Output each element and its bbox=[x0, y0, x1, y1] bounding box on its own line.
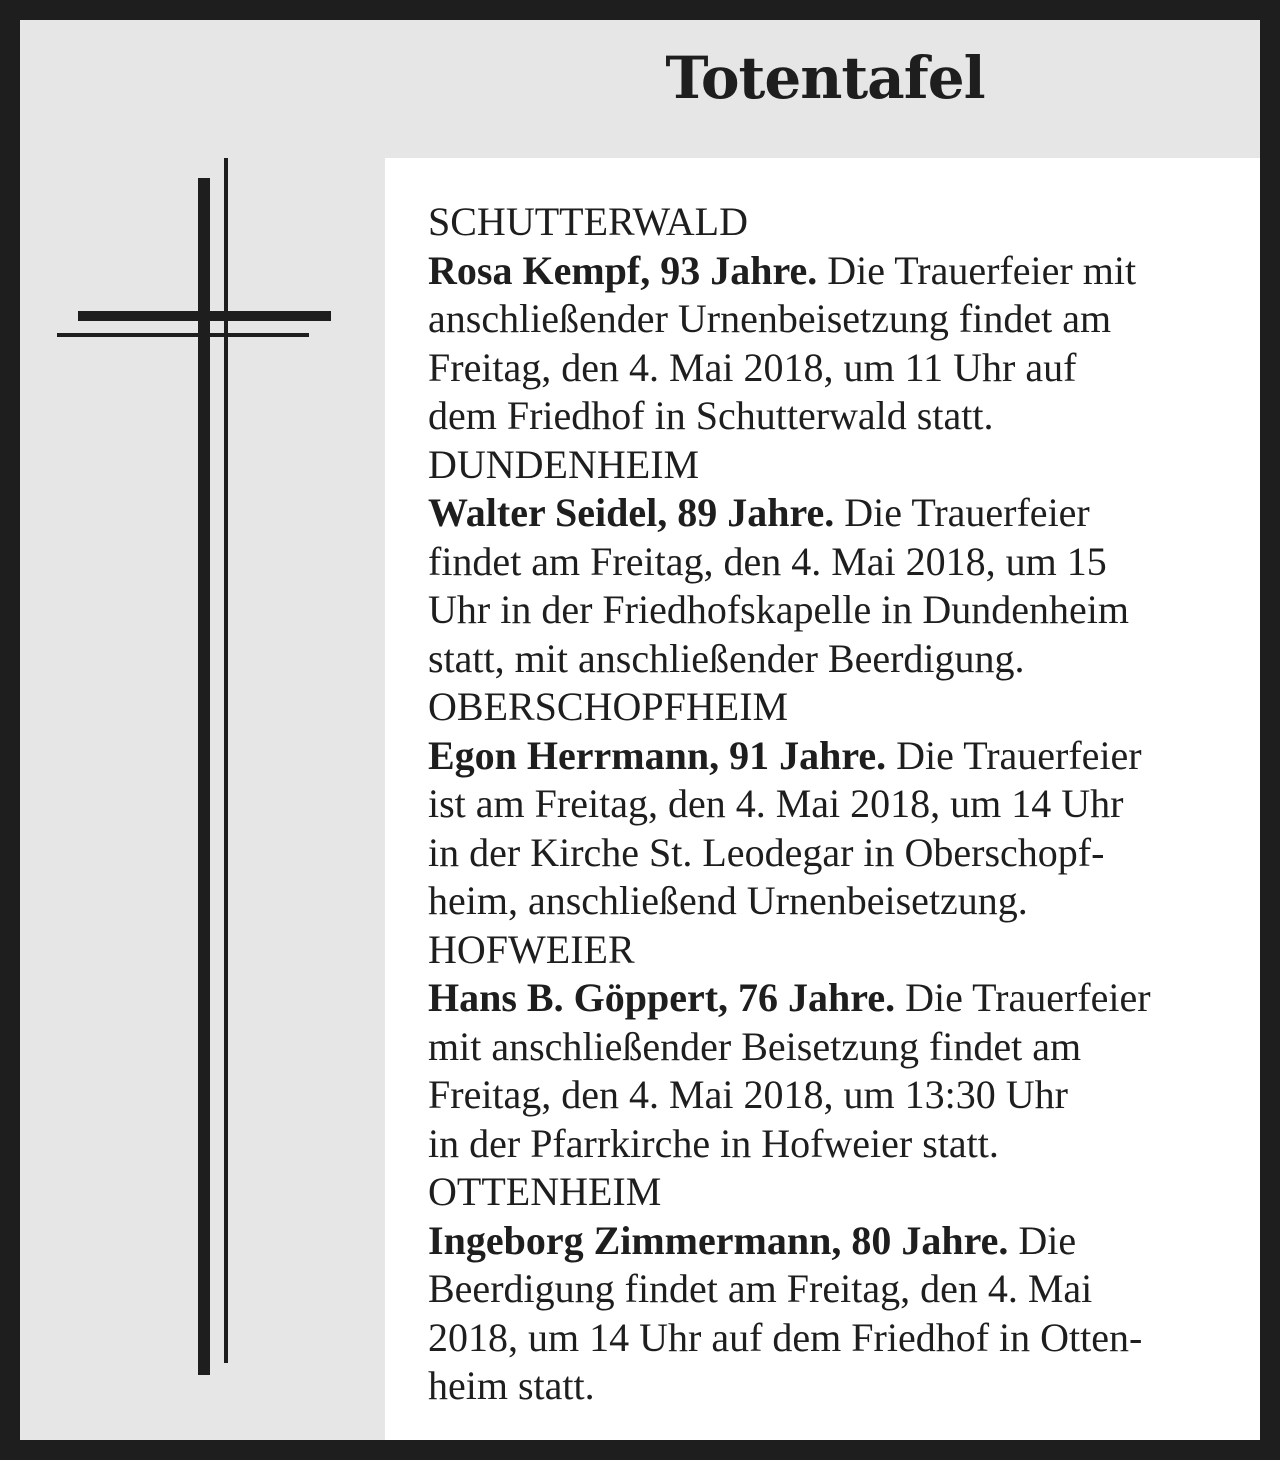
notice-first-line bbox=[428, 732, 1238, 781]
notice-place: OTTENHEIM bbox=[428, 1169, 662, 1214]
notice-text: Die Trauerfeier bbox=[886, 732, 1142, 778]
notice-text: mit anschließender Beisetzung findet am bbox=[428, 1023, 1082, 1069]
notice-text: findet am Freitag, den 4. Mai 2018, um 15 bbox=[428, 538, 1107, 584]
notice-first-line bbox=[428, 974, 1238, 1023]
notice-place: OBERSCHOPFHEIM bbox=[428, 684, 789, 729]
notice-place: SCHUTTERWALD bbox=[428, 199, 748, 244]
notice-text: ist am Freitag, den 4. Mai 2018, um 14 Uhr bbox=[428, 781, 1124, 826]
notice-first-line bbox=[428, 247, 1238, 296]
notice-name: Egon Herrmann, 91 Jahre. bbox=[428, 732, 887, 778]
notice-text: statt, mit anschließender Beerdigung. bbox=[428, 635, 1025, 681]
notice-place: DUNDENHEIM bbox=[428, 441, 700, 487]
notice-first-line bbox=[428, 1217, 1238, 1266]
notice-name: Ingeborg Zimmermann, 80 Jahre. bbox=[428, 1217, 1009, 1263]
notice-name: Walter Seidel, 89 Jahre. bbox=[428, 490, 835, 535]
notice-text: Die Trauerfeier bbox=[834, 490, 1090, 535]
notice-text: Die bbox=[1008, 1217, 1077, 1263]
notice-text: Freitag, den 4. Mai 2018, um 13:30 Uhr bbox=[428, 1072, 1068, 1117]
notice-text: Die Trauerfeier bbox=[895, 975, 1151, 1020]
page-title: Totentafel bbox=[665, 44, 985, 112]
notice-text: heim statt. bbox=[428, 1363, 595, 1408]
notice-entry bbox=[428, 926, 1238, 1169]
notice-name: Rosa Kempf, 93 Jahre. bbox=[428, 247, 818, 293]
notice-entry bbox=[428, 441, 1238, 684]
notice-entry bbox=[428, 1168, 1238, 1411]
notice-text: Uhr in der Friedhofskapelle in Dundenheim bbox=[428, 587, 1129, 632]
notice-text: 2018, um 14 Uhr auf dem Friedhof in Otten- bbox=[428, 1314, 1143, 1360]
notice-text: Freitag, den 4. Mai 2018, um 11 Uhr auf bbox=[428, 344, 1077, 390]
notice-place: HOFWEIER bbox=[428, 926, 635, 972]
notice-text: in der Pfarrkirche in Hofweier statt. bbox=[428, 1120, 999, 1166]
notice-entry bbox=[428, 683, 1238, 926]
notice-text: heim, anschließend Urnenbeisetzung. bbox=[428, 878, 1028, 923]
notice-text: Die Trauerfeier mit bbox=[817, 247, 1137, 293]
notice-text: anschließender Urnenbeisetzung findet am bbox=[428, 296, 1112, 341]
notice-text: Beerdigung findet am Freitag, den 4. Mai bbox=[428, 1266, 1093, 1311]
notice-name: Hans B. Göppert, 76 Jahre. bbox=[428, 975, 896, 1020]
notice-text: in der Kirche St. Leodegar in Oberschopf- bbox=[428, 829, 1105, 875]
notices-list bbox=[428, 198, 1238, 1411]
notice-first-line bbox=[428, 489, 1238, 538]
notice-text: dem Friedhof in Schutterwald statt. bbox=[428, 393, 994, 438]
notice-entry bbox=[428, 198, 1238, 441]
